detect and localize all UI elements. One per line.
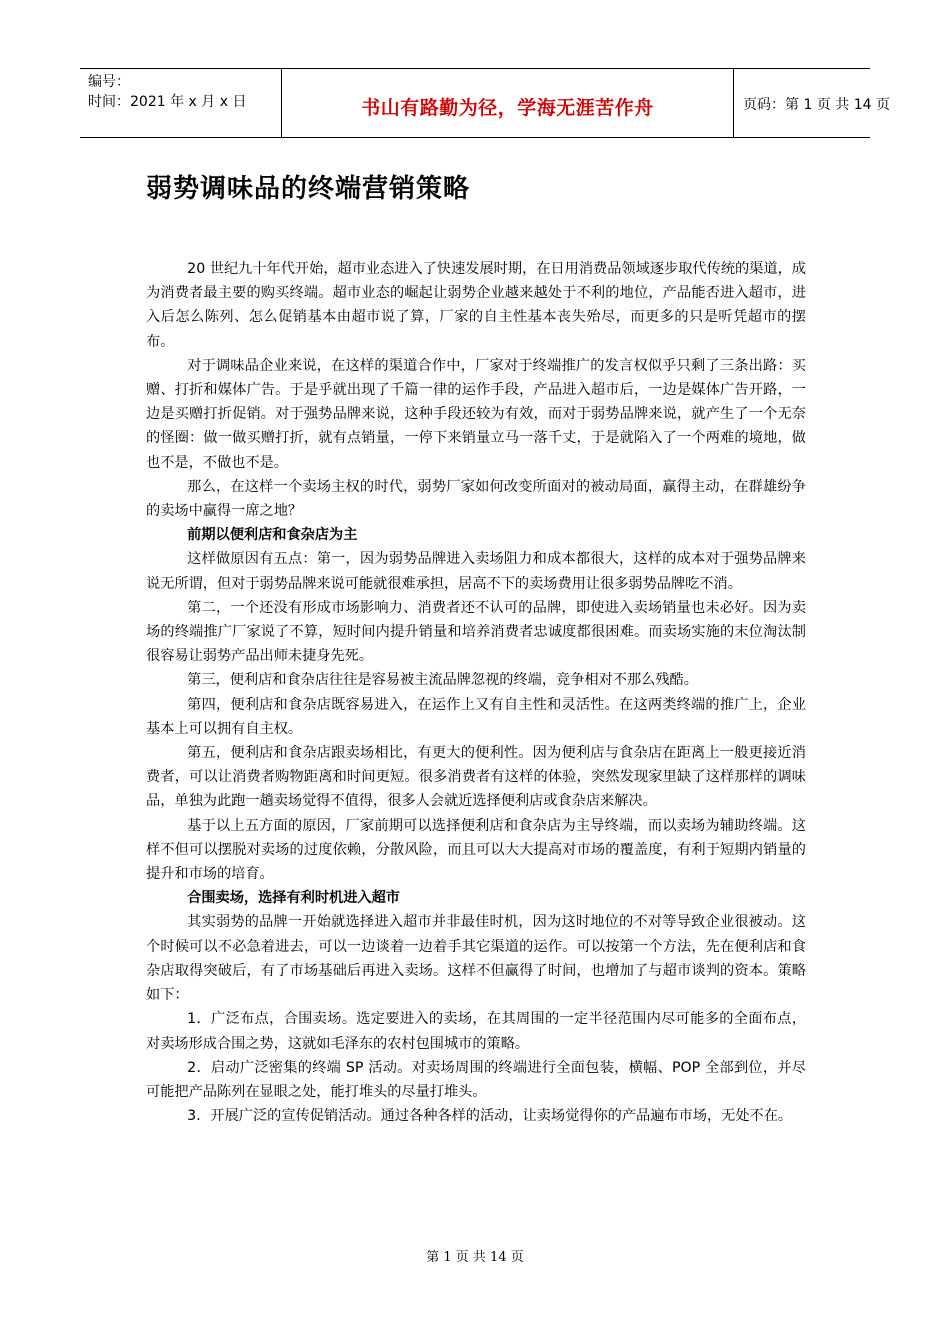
section-heading: 前期以便利店和食杂店为主 bbox=[187, 527, 358, 544]
header-page-info: 页码：第 1 页 共 14 页 bbox=[743, 97, 890, 113]
header-box bbox=[80, 68, 890, 138]
section-heading: 合围卖场，选择有利时机进入超市 bbox=[187, 890, 400, 907]
page-footer: 第 1 页 共 14 页 bbox=[426, 1250, 524, 1265]
body-paragraph: 第五，便利店和食杂店跟卖场相比，有更大的便利性。因为便利店与食杂店在距离上一般更接近消费者，可以让消费者购物距离和时间更短。很多消费者有这样的体验，突然发现家里缺了这样那样的调味品，单独为此跑一趟卖场觉得不值得，很多人会就近选择便利店或食杂店来解决。 bbox=[146, 745, 806, 810]
body-paragraph: 对于调味品企业来说，在这样的渠道合作中，厂家对于终端推广的发言权似乎只剩了三条出路：买赠、打折和媒体广告。于是乎就出现了千篇一律的运作手段，产品进入超市后，一边是媒体广告开路，一边是买赠打折促销。对于强势品牌来说，这种手段还较为有效，而对于弱势品牌来说，就产生了一个无奈的怪圈：做一做买赠打折，就有点销量，一停下来销量立马一落千丈，于是就陷入了一个两难的境地，做也不是，不做也不是。 bbox=[146, 357, 806, 471]
body-paragraph: 这样做原因有五点：第一，因为弱势品牌进入卖场阻力和成本都很大，这样的成本对于强势品牌来说无所谓，但对于弱势品牌来说可能就很难承担，居高不下的卖场费用让很多弱势品牌吃不消。 bbox=[146, 551, 806, 592]
document-body bbox=[146, 257, 806, 1128]
header-center-cell bbox=[281, 69, 734, 137]
header-left-cell bbox=[80, 69, 281, 137]
document-title: 弱势调味品的终端营销策略 bbox=[146, 174, 471, 204]
header-motto: 书山有路勤为径，学海无涯苦作舟 bbox=[361, 97, 654, 119]
body-paragraph: 基于以上五方面的原因，厂家前期可以选择便利店和食杂店为主导终端，而以卖场为辅助终端。这样不但可以摆脱对卖场的过度依赖，分散风险，而且可以大大提高对市场的覆盖度，有利于短期内销量的提升和市场的培育。 bbox=[146, 817, 806, 883]
body-paragraph: 3．开展广泛的宣传促销活动。通过各种各样的活动，让卖场觉得你的产品遍布市场，无处不在。 bbox=[187, 1108, 793, 1125]
document-number-label: 编号： bbox=[88, 74, 130, 90]
body-paragraph: 其实弱势的品牌一开始就选择进入超市并非最佳时机，因为这时地位的不对等导致企业很被动。这个时候可以不必急着进去，可以一边谈着一边着手其它渠道的运作。可以按第一个方法，先在便利店和食杂店取得突破后，有了市场基础后再进入卖场。这样不但赢得了时间，也增加了与超市谈判的资本。策略如下： bbox=[146, 914, 806, 1004]
document-date-label: 时间：2021 年 x 月 x 日 bbox=[88, 94, 247, 110]
body-paragraph: 1．广泛布点，合围卖场。选定要进入的卖场，在其周围的一定半径范围内尽可能多的全面布点，对卖场形成合围之势，这就如毛泽东的农村包围城市的策略。 bbox=[146, 1011, 806, 1052]
body-paragraph: 第二，一个还没有形成市场影响力、消费者还不认可的品牌，即使进入卖场销量也未必好。因为卖场的终端推广厂家说了不算，短时间内提升销量和培养消费者忠诚度都很困难。而卖场实施的末位淘汰制很容易让弱势产品出师未捷身先死。 bbox=[146, 599, 806, 665]
body-paragraph: 20 世纪九十年代开始，超市业态进入了快速发展时期，在日用消费品领域逐步取代传统的渠道，成为消费者最主要的购买终端。超市业态的崛起让弱势企业越来越处于不利的地位，产品能否进入超市，进入后怎么陈列、怎么促销基本由超市说了算，厂家的自主性基本丧失殆尽，而更多的只是听凭超市的摆布。 bbox=[146, 261, 806, 350]
body-paragraph: 那么，在这样一个卖场主权的时代，弱势厂家如何改变所面对的被动局面，赢得主动，在群雄纷争的卖场中赢得一席之地？ bbox=[146, 478, 806, 520]
body-paragraph: 2．启动广泛密集的终端 SP 活动。对卖场周围的终端进行全面包装，横幅、POP 全部到位，并尽可能把产品陈列在显眼之处，能打堆头的尽量打堆头。 bbox=[146, 1059, 806, 1100]
body-paragraph: 第四，便利店和食杂店既容易进入，在运作上又有自主性和灵活性。在这两类终端的推广上，企业基本上可以拥有自主权。 bbox=[146, 696, 806, 737]
body-paragraph: 第三，便利店和食杂店往往是容易被主流品牌忽视的终端，竞争相对不那么残酷。 bbox=[187, 672, 698, 689]
header-right-cell bbox=[733, 69, 890, 137]
